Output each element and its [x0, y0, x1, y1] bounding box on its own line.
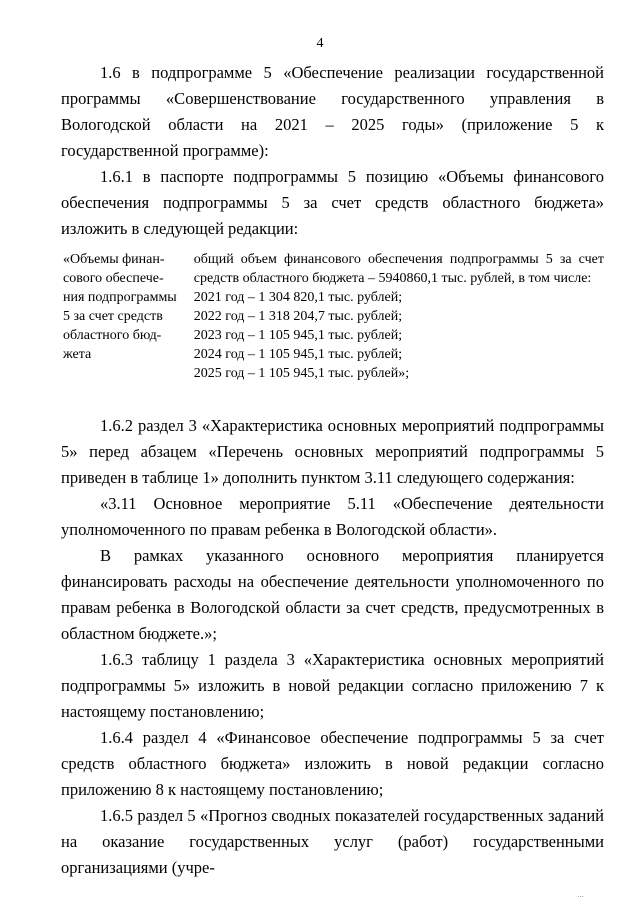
paragraph-3-11: «3.11 Основное мероприятие 5.11 «Обеспечение деятельности уполномоченного по правам ребенка в Вологодской области».: [61, 494, 604, 539]
passport-label-line: жета: [63, 347, 92, 362]
passport-label-line: «Объемы финан-: [63, 252, 165, 267]
passport-year-line: 2022 год – 1 318 204,7 тыс. рублей;: [193, 309, 403, 324]
passport-year-line: 2023 год – 1 105 945,1 тыс. рублей;: [193, 328, 403, 343]
paragraph-1-6-1: 1.6.1 в паспорте подпрограммы 5 позицию «Объемы финансового обеспечения подпрограммы 5 за счет средств областного бюджета» изложить в следующей редакции:: [61, 167, 604, 238]
paragraph-1-6: 1.6 в подпрограмме 5 «Обеспечение реализации государственной программы «Совершенствование государственного управления в Вологодской области на 2021 – 2025 годы» (приложение 5 к государственной программе):: [61, 63, 604, 160]
paragraph-1-6-2: 1.6.2 раздел 3 «Характеристика основных мероприятий подпрограммы 5» перед абзацем «Перечень основных мероприятий подпрограммы 5 приведен в таблице 1» дополнить пунктом 3.11 следующего содержания:: [61, 416, 604, 487]
paragraph-1-6-5: 1.6.5 раздел 5 «Прогноз сводных показателей государственных заданий на оказание государственных услуг (работ) государственными организациями (учре-: [61, 806, 604, 877]
document-body: [61, 60, 604, 881]
paragraph-financing: В рамках указанного основного мероприятия планируется финансировать расходы на обеспечение деятельности уполномоченного по правам ребенка в Вологодской области за счет средств, предусмотренных в областном бюджете.»;: [61, 546, 604, 643]
paragraph-1-6-3: 1.6.3 таблицу 1 раздела 3 «Характеристика основных мероприятий подпрограммы 5» изложить в новой редакции согласно приложению 7 к настоящему постановлению;: [61, 650, 604, 721]
passport-value-cell: [194, 250, 604, 383]
footer-scan-mark: ···: [577, 893, 584, 901]
passport-year-line: 2025 год – 1 105 945,1 тыс. рублей»;: [193, 366, 410, 381]
passport-year-line: 2021 год – 1 304 820,1 тыс. рублей;: [193, 290, 403, 305]
passport-year-line: 2024 год – 1 105 945,1 тыс. рублей;: [193, 347, 403, 362]
passport-position-table: [61, 250, 604, 383]
passport-label-line: областного бюд-: [63, 328, 162, 343]
passport-label-line: сового обеспече-: [63, 271, 164, 286]
page-number: 4: [316, 36, 324, 51]
passport-total-text: общий объем финансового обеспечения подпрограммы 5 за счет средств областного бюджета – 5940860,1 тыс. рублей, в том числе:: [193, 252, 604, 286]
paragraph-1-6-4: 1.6.4 раздел 4 «Финансовое обеспечение подпрограммы 5 за счет средств областного бюджета» изложить в новой редакции согласно приложению 8 к настоящему постановлению;: [61, 728, 604, 799]
passport-label-line: ния подпрограммы: [63, 290, 177, 305]
passport-label-cell: [61, 250, 194, 383]
passport-label-line: 5 за счет средств: [63, 309, 163, 324]
